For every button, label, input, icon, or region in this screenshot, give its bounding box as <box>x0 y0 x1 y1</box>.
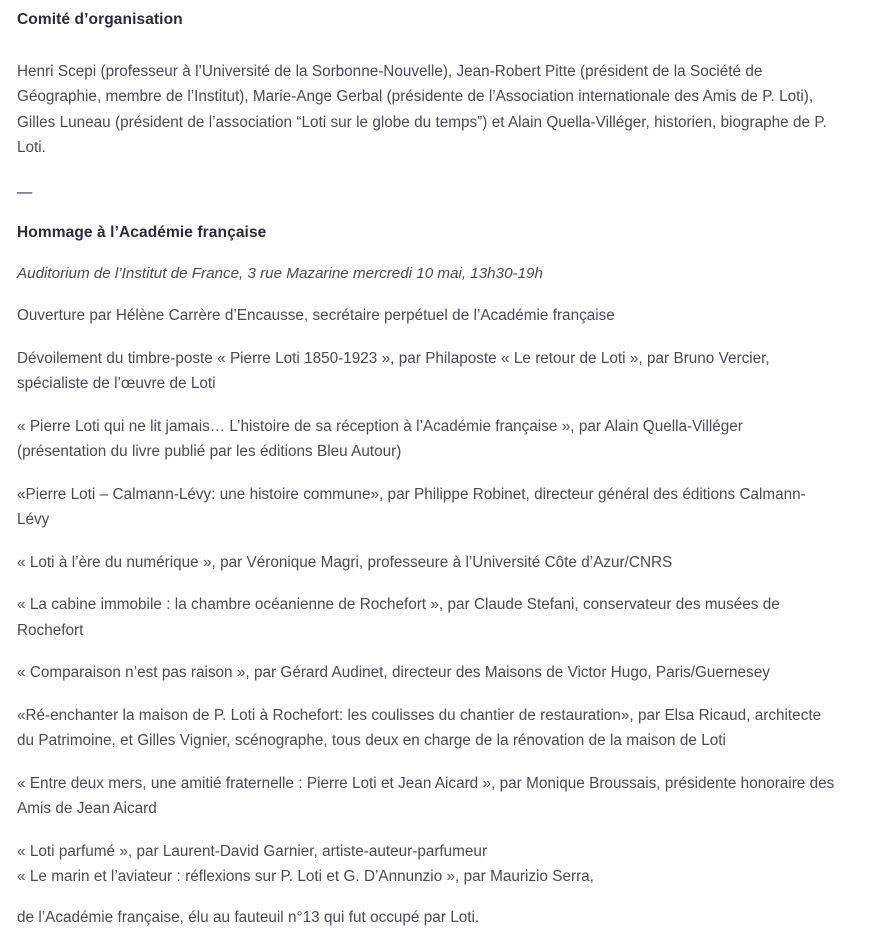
committee-paragraph: Henri Scepi (professeur à l’Université de la Sorbonne-Nouvelle), Jean-Robert Pitte (président de la Société de Géographie, membre de l’Institut), Marie-Ange Gerbal (présidente de l’Association internationale des Amis de P. Loti), Gilles Luneau (président de l’association “Loti sur le globe du temps”) et Alain Quella-Villéger, historien, biographe de P. Loti. <box>17 62 827 157</box>
spacer <box>17 286 835 303</box>
spacer <box>17 31 835 59</box>
section-divider-dash: — <box>17 183 33 201</box>
spacer <box>17 686 835 703</box>
spacer <box>17 329 835 346</box>
tribute-section-heading: Hommage à l’Académie française <box>17 223 267 241</box>
spacer <box>17 754 835 771</box>
spacer <box>17 643 835 660</box>
tribute-final-entry-line-two: « Le marin et l’aviateur : réflexions sur P. Loti et G. D’Annunzio », par Maurizio Serra, <box>17 868 594 886</box>
tribute-entry: Ouverture par Hélène Carrère d’Encausse, secrétaire perpétuel de l’Académie française <box>17 307 615 325</box>
spacer <box>17 822 835 839</box>
tribute-entry: «Ré-enchanter la maison de P. Loti à Rochefort: les coulisses du chantier de restauration», par Elsa Ricaud, architecte du Patrimoine, et Gilles Vignier, scénographe, tous deux en charge de la rénovation de la maison de Loti <box>17 706 822 750</box>
tribute-venue-line: Auditorium de l’Institut de France, 3 rue Mazarine mercredi 10 mai, 13h30-19h <box>17 264 543 282</box>
tribute-final-entry-line-one: « Loti parfumé », par Laurent-David Garnier, artiste-auteur-parfumeur <box>17 842 488 860</box>
document-content <box>17 10 835 930</box>
tribute-entry: Dévoilement du timbre-poste « Pierre Loti 1850-1923 », par Philaposte « Le retour de Loti », par Bruno Vercier, spécialiste de l’œuvre de Loti <box>17 349 770 393</box>
spacer <box>17 575 835 592</box>
spacer <box>17 244 835 261</box>
spacer <box>17 397 835 414</box>
spacer <box>17 203 835 223</box>
tribute-final-entry <box>17 839 835 890</box>
tribute-closing-line: de l’Académie française, élu au fauteuil n°13 qui fut occupé par Loti. <box>17 908 480 926</box>
spacer <box>17 161 835 183</box>
tribute-entry: « Comparaison n’est pas raison », par Gérard Audinet, directeur des Maisons de Victor Hugo, Paris/Guernesey <box>17 664 770 682</box>
spacer <box>17 890 835 905</box>
spacer <box>17 533 835 550</box>
committee-section-heading: Comité d’organisation <box>17 11 183 28</box>
tribute-entry: « Entre deux mers, une amitié fraternelle : Pierre Loti et Jean Aicard », par Monique Broussais, présidente honoraire des Amis de Jean Aicard <box>17 774 835 818</box>
spacer <box>17 465 835 482</box>
tribute-entry: « La cabine immobile : la chambre océanienne de Rochefort », par Claude Stefani, conservateur des musées de Rochefort <box>17 596 780 639</box>
tribute-entry: «Pierre Loti – Calmann-Lévy: une histoire commune», par Philippe Robinet, directeur général des éditions Calmann-Lévy <box>17 485 806 529</box>
tribute-entry: « Pierre Loti qui ne lit jamais… L’histoire de sa réception à l’Académie française », par Alain Quella-Villéger (présentation du livre publié par les éditions Bleu Autour) <box>17 417 743 461</box>
tribute-entry: « Loti à l’ère du numérique », par Véronique Magri, professeure à l’Université Côte d’Azur/CNRS <box>17 553 673 571</box>
